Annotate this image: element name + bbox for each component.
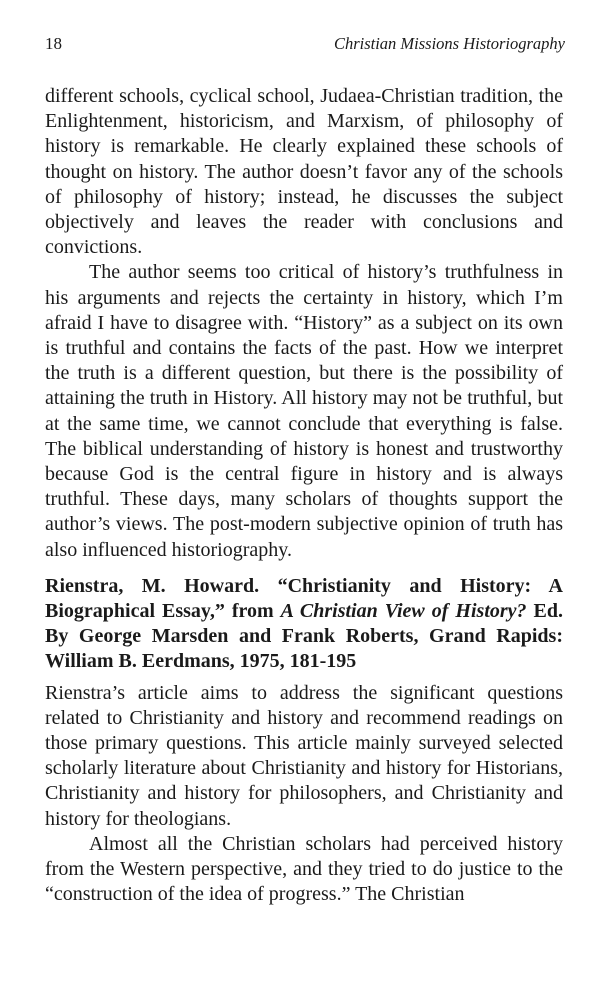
page-body — [45, 84, 563, 908]
paragraph-summary: Rienstra’s article aims to address the significant questions related to Christianity and history and recommend readings on those primary questions. This article mainly surveyed selected scholarly literature about Christianity and history for Historians, Christianity and history for philosophers, and Christianity and history for theologians. — [45, 681, 563, 830]
paragraph-western-perspective: Almost all the Christian scholars had perceived history from the Western perspective, and they tried to do justice to the “construction of the idea of progress.” The Christian — [45, 832, 563, 906]
page-number: 18 — [45, 34, 62, 53]
running-head — [45, 34, 565, 58]
bibliography-entry-heading — [45, 574, 563, 675]
citation-book-title: A Christian View of History? — [280, 600, 527, 623]
running-head-title: Christian Missions Historiography — [333, 34, 565, 53]
citation-author-title: Rienstra, M. Howard. “Christianity and History: A Biographical Essay,” from — [45, 574, 563, 623]
paragraph-critique: The author seems too critical of history’s truthfulness in his arguments and rejects the certainty in history, which I’m afraid I have to disagree with. “History” as a subject on its own is truthful and contains the facts of the past. How we interpret the truth is a different question, but there is the possibility of attaining the truth in History. All history may not be truthful, but at the same time, we cannot conclude that everything is false. The biblical understanding of history is honest and trustworthy because God is the central figure in history and is always truthful. These days, many scholars of thoughts support the author’s views. The post-modern subjective opinion of truth has also influenced historiography. — [45, 261, 563, 561]
citation-publication: Ed. By George Marsden and Frank Roberts, Grand Rapids: William B. Eerdmans, 1975, 181-195 — [45, 600, 563, 673]
paragraph-continued: different schools, cyclical school, Judaea-Christian tradition, the Enlightenment, historicism, and Marxism, of philosophy of history is remarkable. He clearly explained these schools of thought on history. The author doesn’t favor any of the schools of philosophy of history; instead, he discusses the subject objectively and leaves the reader with conclusions and convictions. — [45, 85, 563, 259]
